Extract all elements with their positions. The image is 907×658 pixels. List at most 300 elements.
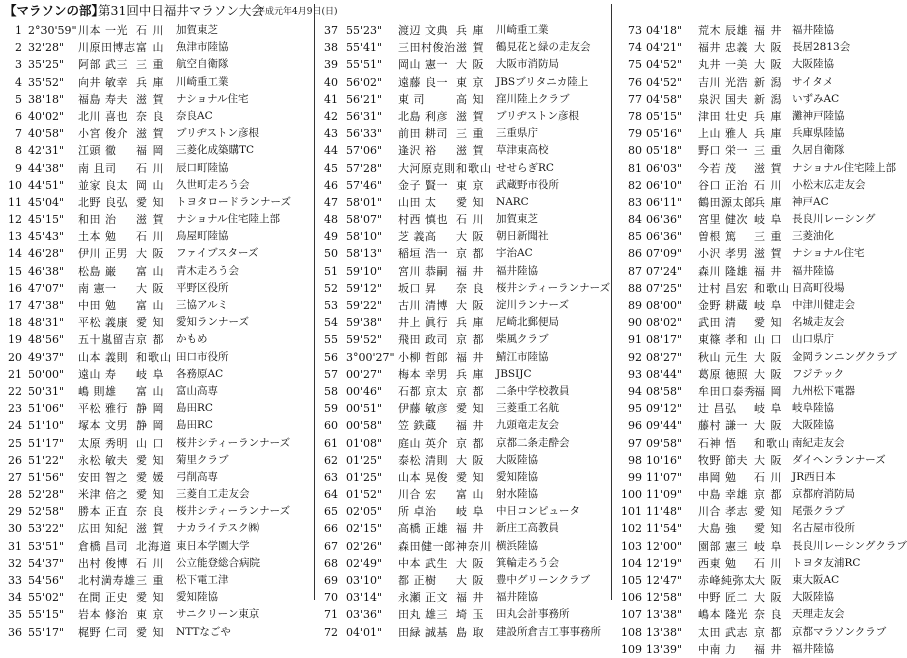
result-row bbox=[318, 245, 610, 262]
time: 45'04" bbox=[28, 195, 65, 209]
club: 公立能登総合病院 bbox=[176, 556, 260, 569]
club: トヨタロードランナーズ bbox=[176, 195, 291, 208]
runner-name: 泰松 清則 bbox=[398, 453, 448, 467]
rank: 98 bbox=[628, 453, 642, 467]
runner-name: 山本 晃俊 bbox=[398, 470, 448, 484]
prefecture: 石 川 bbox=[456, 213, 485, 227]
rank: 12 bbox=[8, 213, 22, 227]
prefecture: 大 阪 bbox=[754, 367, 783, 381]
result-row bbox=[614, 538, 907, 555]
time: 51'17" bbox=[28, 436, 65, 450]
club: 日高町役場 bbox=[792, 281, 845, 294]
result-row bbox=[0, 228, 310, 245]
club: ブリヂストン彦根 bbox=[176, 127, 259, 140]
prefecture: 岐 阜 bbox=[456, 505, 485, 519]
prefecture: 和歌山 bbox=[136, 350, 172, 364]
result-row bbox=[614, 641, 900, 658]
prefecture: 福 岡 bbox=[754, 384, 783, 398]
time: 51'22" bbox=[28, 453, 65, 467]
runner-name: 武田 清 bbox=[698, 316, 737, 330]
runner-name: 牧野 節夫 bbox=[698, 453, 748, 467]
club: 窪川陸上クラブ bbox=[496, 92, 570, 105]
club: 京都二条走酔会 bbox=[496, 436, 570, 449]
club: 金岡ランニングクラブ bbox=[792, 350, 897, 363]
prefecture: 福 井 bbox=[754, 24, 783, 37]
prefecture: 愛 知 bbox=[456, 195, 485, 209]
result-row bbox=[614, 56, 900, 73]
time: 12'19" bbox=[646, 556, 683, 570]
result-row bbox=[318, 624, 610, 641]
result-row bbox=[318, 400, 610, 417]
rank: 71 bbox=[324, 608, 338, 622]
runner-name: 逢沢 裕 bbox=[398, 144, 437, 158]
club: ナショナル住宅陸上部 bbox=[176, 213, 281, 226]
time: 00'51" bbox=[346, 402, 383, 416]
rank: 16 bbox=[8, 281, 22, 295]
club: 兵庫県陸協 bbox=[792, 127, 845, 140]
prefecture: 兵 庫 bbox=[456, 367, 485, 381]
prefecture: 東 京 bbox=[456, 75, 485, 89]
club: 名城走友会 bbox=[792, 316, 845, 329]
rank: 2 bbox=[15, 41, 22, 55]
time: 58'07" bbox=[346, 213, 383, 227]
club: 草津東高校 bbox=[496, 144, 549, 157]
result-row bbox=[0, 572, 310, 589]
time: 01'25" bbox=[346, 470, 383, 484]
rank: 8 bbox=[15, 144, 22, 158]
time: 11'48" bbox=[646, 505, 683, 519]
prefecture: 三 重 bbox=[456, 127, 485, 141]
runner-name: 伊川 正男 bbox=[78, 247, 128, 261]
prefecture: 愛 知 bbox=[456, 402, 485, 416]
runner-name: 大島 強 bbox=[698, 522, 737, 536]
runner-name: 吉川 光浩 bbox=[698, 75, 748, 89]
rank: 7 bbox=[15, 127, 22, 141]
result-row bbox=[0, 211, 310, 228]
result-row bbox=[0, 142, 310, 159]
time: 06'11" bbox=[646, 195, 683, 209]
runner-name: 梶野 仁司 bbox=[78, 625, 128, 639]
rank: 1 bbox=[15, 24, 22, 37]
runner-name: 川本 一光 bbox=[78, 24, 128, 37]
prefecture: 滋 賀 bbox=[136, 522, 165, 536]
result-row bbox=[0, 503, 310, 520]
prefecture: 奈 良 bbox=[754, 608, 783, 622]
rank: 13 bbox=[8, 230, 22, 244]
rank: 57 bbox=[324, 367, 338, 381]
club: 愛知ランナーズ bbox=[176, 316, 249, 329]
time: 47'07" bbox=[28, 281, 65, 295]
result-row bbox=[0, 452, 310, 469]
result-row bbox=[318, 469, 610, 486]
runner-name: 福島 寿夫 bbox=[78, 92, 128, 106]
result-row bbox=[0, 39, 310, 56]
runner-name: 金子 賢一 bbox=[398, 178, 448, 192]
runner-name: 坂口 昇 bbox=[398, 281, 437, 295]
time: 07'25" bbox=[646, 281, 683, 295]
prefecture: 福 井 bbox=[456, 350, 485, 364]
time: 59'12" bbox=[346, 281, 383, 295]
runner-name: 中島 幸雄 bbox=[698, 488, 748, 502]
runner-name: 小沢 孝男 bbox=[698, 247, 748, 261]
rank: 55 bbox=[324, 333, 338, 347]
club: 愛知陸協 bbox=[176, 591, 218, 604]
rank: 10 bbox=[8, 178, 22, 192]
time: 45'15" bbox=[28, 213, 65, 227]
runner-name: 小宮 俊介 bbox=[78, 127, 128, 141]
runner-name: 稲垣 浩一 bbox=[398, 247, 448, 261]
prefecture: 三 重 bbox=[754, 230, 783, 244]
club: 灘神戸陸協 bbox=[792, 109, 845, 122]
result-row bbox=[614, 280, 900, 297]
rank: 51 bbox=[324, 264, 338, 278]
runner-name: 北島 利彦 bbox=[398, 109, 448, 123]
rank: 97 bbox=[628, 436, 642, 450]
column-divider bbox=[314, 4, 315, 600]
event-title: 第31回中日福井マラソン大会 bbox=[98, 3, 264, 18]
club: 福井陸協 bbox=[792, 24, 834, 36]
prefecture: 三 重 bbox=[754, 144, 783, 158]
runner-name: 石神 悟 bbox=[698, 436, 737, 450]
rank: 31 bbox=[8, 539, 22, 553]
result-row bbox=[614, 22, 900, 39]
prefecture: 滋 賀 bbox=[456, 144, 485, 158]
prefecture: 兵 庫 bbox=[754, 109, 783, 123]
rank: 93 bbox=[628, 367, 642, 381]
rank: 45 bbox=[324, 161, 338, 175]
prefecture: 愛 知 bbox=[136, 591, 165, 605]
club: ダイヘンランナーズ bbox=[792, 453, 886, 466]
rank: 76 bbox=[628, 75, 642, 89]
prefecture: 大 阪 bbox=[456, 58, 485, 72]
prefecture: 新 潟 bbox=[754, 75, 783, 89]
prefecture: 石 川 bbox=[136, 230, 165, 244]
result-row bbox=[0, 624, 310, 641]
result-row bbox=[318, 555, 610, 572]
club: 二条中学校教員 bbox=[496, 384, 570, 397]
runner-name: 遠山 寿 bbox=[78, 367, 117, 381]
club: 田丸会計事務所 bbox=[496, 608, 570, 621]
result-row bbox=[318, 194, 610, 211]
result-row bbox=[614, 349, 900, 366]
result-row bbox=[614, 194, 900, 211]
club: 南紀走友会 bbox=[792, 436, 845, 449]
rank: 5 bbox=[15, 92, 22, 106]
time: 03'36" bbox=[346, 608, 383, 622]
time: 57'28" bbox=[346, 161, 383, 175]
club: サイタメ bbox=[792, 75, 834, 88]
prefecture: 福 井 bbox=[456, 591, 485, 605]
result-row bbox=[0, 486, 310, 503]
time: 00'27" bbox=[346, 367, 383, 381]
result-row bbox=[0, 177, 310, 194]
runner-name: 園部 憲三 bbox=[698, 539, 748, 553]
time: 04'01" bbox=[346, 625, 383, 639]
time: 08'27" bbox=[646, 350, 683, 364]
result-row bbox=[614, 177, 900, 194]
runner-name: 庭山 英介 bbox=[398, 436, 448, 450]
result-row bbox=[318, 520, 610, 537]
time: 52'28" bbox=[28, 488, 65, 502]
runner-name: 川合 孝志 bbox=[698, 505, 748, 519]
club: 建設所倉吉工事事務所 bbox=[496, 625, 601, 638]
rank: 17 bbox=[8, 299, 22, 312]
rank: 23 bbox=[8, 402, 22, 416]
runner-name: 北野 良弘 bbox=[78, 195, 128, 209]
time: 00'46" bbox=[346, 384, 383, 398]
time: 40'58" bbox=[28, 127, 65, 141]
club: 久世町走ろう会 bbox=[176, 178, 250, 191]
rank: 48 bbox=[324, 213, 338, 227]
prefecture: 静 岡 bbox=[136, 419, 165, 433]
runner-name: 笠 鉄蔵 bbox=[398, 419, 437, 433]
time: 35'52" bbox=[28, 75, 65, 89]
time: 58'13" bbox=[346, 247, 383, 261]
result-row bbox=[614, 297, 900, 314]
rank: 30 bbox=[8, 522, 22, 536]
result-row bbox=[318, 125, 610, 142]
prefecture: 三 重 bbox=[136, 58, 165, 72]
runner-name: 小柳 哲郎 bbox=[398, 350, 448, 364]
result-row bbox=[0, 383, 310, 400]
time: 13'38" bbox=[646, 608, 683, 622]
rank: 4 bbox=[15, 75, 22, 89]
club: ナショナル住宅陸上部 bbox=[792, 161, 897, 174]
time: 04'18" bbox=[646, 24, 683, 37]
runner-name: 太原 秀明 bbox=[78, 436, 128, 450]
rank: 19 bbox=[8, 333, 22, 347]
rank: 85 bbox=[628, 230, 642, 244]
rank: 80 bbox=[628, 144, 642, 158]
time: 12'00" bbox=[646, 539, 683, 553]
rank: 109 bbox=[621, 642, 642, 656]
time: 2°30'59" bbox=[28, 24, 77, 37]
time: 56'21" bbox=[346, 92, 383, 106]
rank: 43 bbox=[324, 127, 338, 141]
rank: 92 bbox=[628, 350, 642, 364]
result-row bbox=[614, 400, 900, 417]
club: 三菱重工名航 bbox=[496, 402, 559, 415]
club: 宇治AC bbox=[496, 247, 533, 260]
club: 新庄工高教員 bbox=[496, 522, 559, 535]
runner-name: 福井 忠義 bbox=[698, 41, 748, 55]
club: 武蔵野市役所 bbox=[496, 178, 559, 191]
event-date: 平成元年4月9日(日) bbox=[256, 7, 338, 17]
result-row bbox=[0, 366, 310, 383]
runner-name: 串岡 勉 bbox=[698, 470, 737, 484]
club: 大阪市消防局 bbox=[496, 58, 559, 71]
prefecture: 高 知 bbox=[456, 92, 485, 106]
runner-name: 藤村 謙一 bbox=[698, 419, 748, 433]
rank: 61 bbox=[324, 436, 338, 450]
prefecture: 大 阪 bbox=[456, 299, 485, 312]
rank: 46 bbox=[324, 178, 338, 192]
result-row bbox=[0, 349, 310, 366]
result-row bbox=[0, 435, 310, 452]
runner-name: 平松 雅行 bbox=[78, 402, 128, 416]
rank: 18 bbox=[8, 316, 22, 330]
club: 魚津市陸協 bbox=[176, 41, 229, 54]
time: 09'12" bbox=[646, 402, 683, 416]
result-row bbox=[318, 228, 610, 245]
runner-name: 芝 義高 bbox=[398, 230, 437, 244]
club: 福井陸協 bbox=[792, 264, 834, 277]
rank: 105 bbox=[621, 574, 642, 587]
results-column-3 bbox=[614, 22, 907, 656]
club: いずみAC bbox=[792, 92, 840, 105]
result-row bbox=[614, 452, 900, 469]
runner-name: 山本 義則 bbox=[78, 350, 128, 364]
result-row bbox=[614, 245, 900, 262]
result-row bbox=[614, 383, 900, 400]
rank: 42 bbox=[324, 109, 338, 123]
time: 05'18" bbox=[646, 144, 683, 158]
club: 東日本学園大学 bbox=[176, 539, 250, 552]
club: 平野区役所 bbox=[176, 281, 229, 294]
rank: 89 bbox=[628, 299, 642, 312]
prefecture: 石 川 bbox=[754, 556, 783, 570]
result-row bbox=[0, 538, 310, 555]
club: 淀川ランナーズ bbox=[496, 299, 569, 311]
prefecture: 大 阪 bbox=[456, 574, 485, 587]
time: 45'43" bbox=[28, 230, 65, 244]
club: 加賀東芝 bbox=[176, 24, 218, 36]
club: 弓削高専 bbox=[176, 470, 218, 483]
rank: 75 bbox=[628, 58, 642, 72]
time: 51'56" bbox=[28, 470, 65, 484]
runner-name: 丸井 一美 bbox=[698, 58, 748, 72]
runner-name: 中南 力 bbox=[698, 642, 737, 656]
rank: 63 bbox=[324, 470, 338, 484]
time: 10'16" bbox=[646, 453, 683, 467]
club: 奈良AC bbox=[176, 109, 213, 122]
rank: 104 bbox=[621, 556, 642, 570]
prefecture: 石 川 bbox=[136, 161, 165, 175]
prefecture: 静 岡 bbox=[136, 402, 165, 416]
prefecture: 福 井 bbox=[754, 642, 783, 656]
result-row bbox=[0, 108, 310, 125]
runner-name: 米津 倍之 bbox=[78, 488, 128, 502]
time: 58'10" bbox=[346, 230, 383, 244]
result-row bbox=[0, 125, 310, 142]
result-row bbox=[0, 160, 310, 177]
result-row bbox=[318, 314, 610, 331]
result-row bbox=[318, 56, 610, 73]
rank: 74 bbox=[628, 41, 642, 55]
club: 京都府消防局 bbox=[792, 488, 855, 501]
runner-name: 川合 宏 bbox=[398, 488, 437, 502]
result-row bbox=[318, 160, 610, 177]
result-row bbox=[614, 417, 900, 434]
runner-name: 南 且司 bbox=[78, 161, 117, 175]
runner-name: 前田 耕司 bbox=[398, 127, 448, 141]
rank: 72 bbox=[324, 625, 338, 639]
time: 55'41" bbox=[346, 41, 383, 55]
time: 04'58" bbox=[646, 92, 683, 106]
club: 島田RC bbox=[176, 419, 213, 432]
result-row bbox=[318, 211, 610, 228]
club: JBSブリタニカ陸上 bbox=[496, 75, 589, 88]
result-row bbox=[0, 606, 310, 623]
rank: 52 bbox=[324, 281, 338, 295]
rank: 14 bbox=[8, 247, 22, 261]
result-row bbox=[318, 108, 610, 125]
result-row bbox=[0, 314, 310, 331]
result-row bbox=[318, 452, 610, 469]
club: NTTなごや bbox=[176, 625, 231, 638]
club: 三菱自工走友会 bbox=[176, 488, 250, 501]
prefecture: 京 都 bbox=[136, 333, 165, 347]
runner-name: 飛田 政司 bbox=[398, 333, 448, 347]
prefecture: 和歌山 bbox=[754, 281, 790, 295]
prefecture: 大 阪 bbox=[754, 591, 783, 605]
time: 46'38" bbox=[28, 264, 65, 278]
rank: 28 bbox=[8, 488, 22, 502]
club: ナショナル住宅 bbox=[792, 247, 865, 260]
rank: 100 bbox=[621, 488, 642, 502]
prefecture: 岐 阜 bbox=[754, 213, 783, 227]
prefecture: 滋 賀 bbox=[754, 161, 783, 175]
runner-name: 出村 俊博 bbox=[78, 556, 128, 570]
club: 九頭竜走友会 bbox=[496, 419, 559, 432]
rank: 56 bbox=[324, 350, 338, 364]
club: 長良川レーシングクラブ bbox=[792, 539, 907, 552]
runner-name: 井上 眞行 bbox=[398, 316, 448, 330]
result-row bbox=[614, 228, 900, 245]
club: 九州松下電器 bbox=[792, 384, 855, 397]
prefecture: 大 阪 bbox=[754, 574, 783, 587]
result-row bbox=[0, 56, 310, 73]
prefecture: 大 阪 bbox=[754, 419, 783, 433]
time: 00'58" bbox=[346, 419, 383, 433]
prefecture: 大 阪 bbox=[456, 453, 485, 467]
prefecture: 山 口 bbox=[136, 436, 165, 450]
runner-name: 嶋 則雄 bbox=[78, 384, 117, 398]
time: 08'17" bbox=[646, 333, 683, 347]
time: 58'01" bbox=[346, 195, 383, 209]
column-divider bbox=[611, 4, 612, 600]
time: 53'22" bbox=[28, 522, 65, 536]
time: 59'38" bbox=[346, 316, 383, 330]
prefecture: 愛 知 bbox=[754, 316, 783, 330]
runner-name: 東 司 bbox=[398, 92, 425, 106]
prefecture: 京 都 bbox=[456, 384, 485, 398]
time: 04'52" bbox=[646, 75, 683, 89]
time: 55'17" bbox=[28, 625, 65, 639]
club: せせらぎRC bbox=[496, 161, 554, 174]
runner-name: 所 卓治 bbox=[398, 505, 437, 519]
rank: 107 bbox=[621, 608, 642, 622]
result-row bbox=[0, 417, 310, 434]
runner-name: 田丸 雄三 bbox=[398, 608, 448, 622]
time: 55'02" bbox=[28, 591, 65, 605]
result-row bbox=[318, 177, 610, 194]
prefecture: 富 山 bbox=[456, 488, 485, 502]
runner-name: 阿部 武三 bbox=[78, 58, 128, 72]
prefecture: 滋 賀 bbox=[754, 247, 783, 261]
prefecture: 愛 知 bbox=[136, 488, 165, 502]
result-row bbox=[318, 503, 610, 520]
rank: 99 bbox=[628, 470, 642, 484]
prefecture: 岐 阜 bbox=[136, 367, 165, 381]
result-row bbox=[614, 160, 900, 177]
runner-name: 大河原克則 bbox=[398, 161, 456, 175]
rank: 79 bbox=[628, 127, 642, 141]
runner-name: 北川 喜也 bbox=[78, 109, 128, 123]
time: 07'09" bbox=[646, 247, 683, 261]
runner-name: 辻 昌弘 bbox=[698, 402, 737, 416]
club: 辰口町陸協 bbox=[176, 161, 229, 174]
